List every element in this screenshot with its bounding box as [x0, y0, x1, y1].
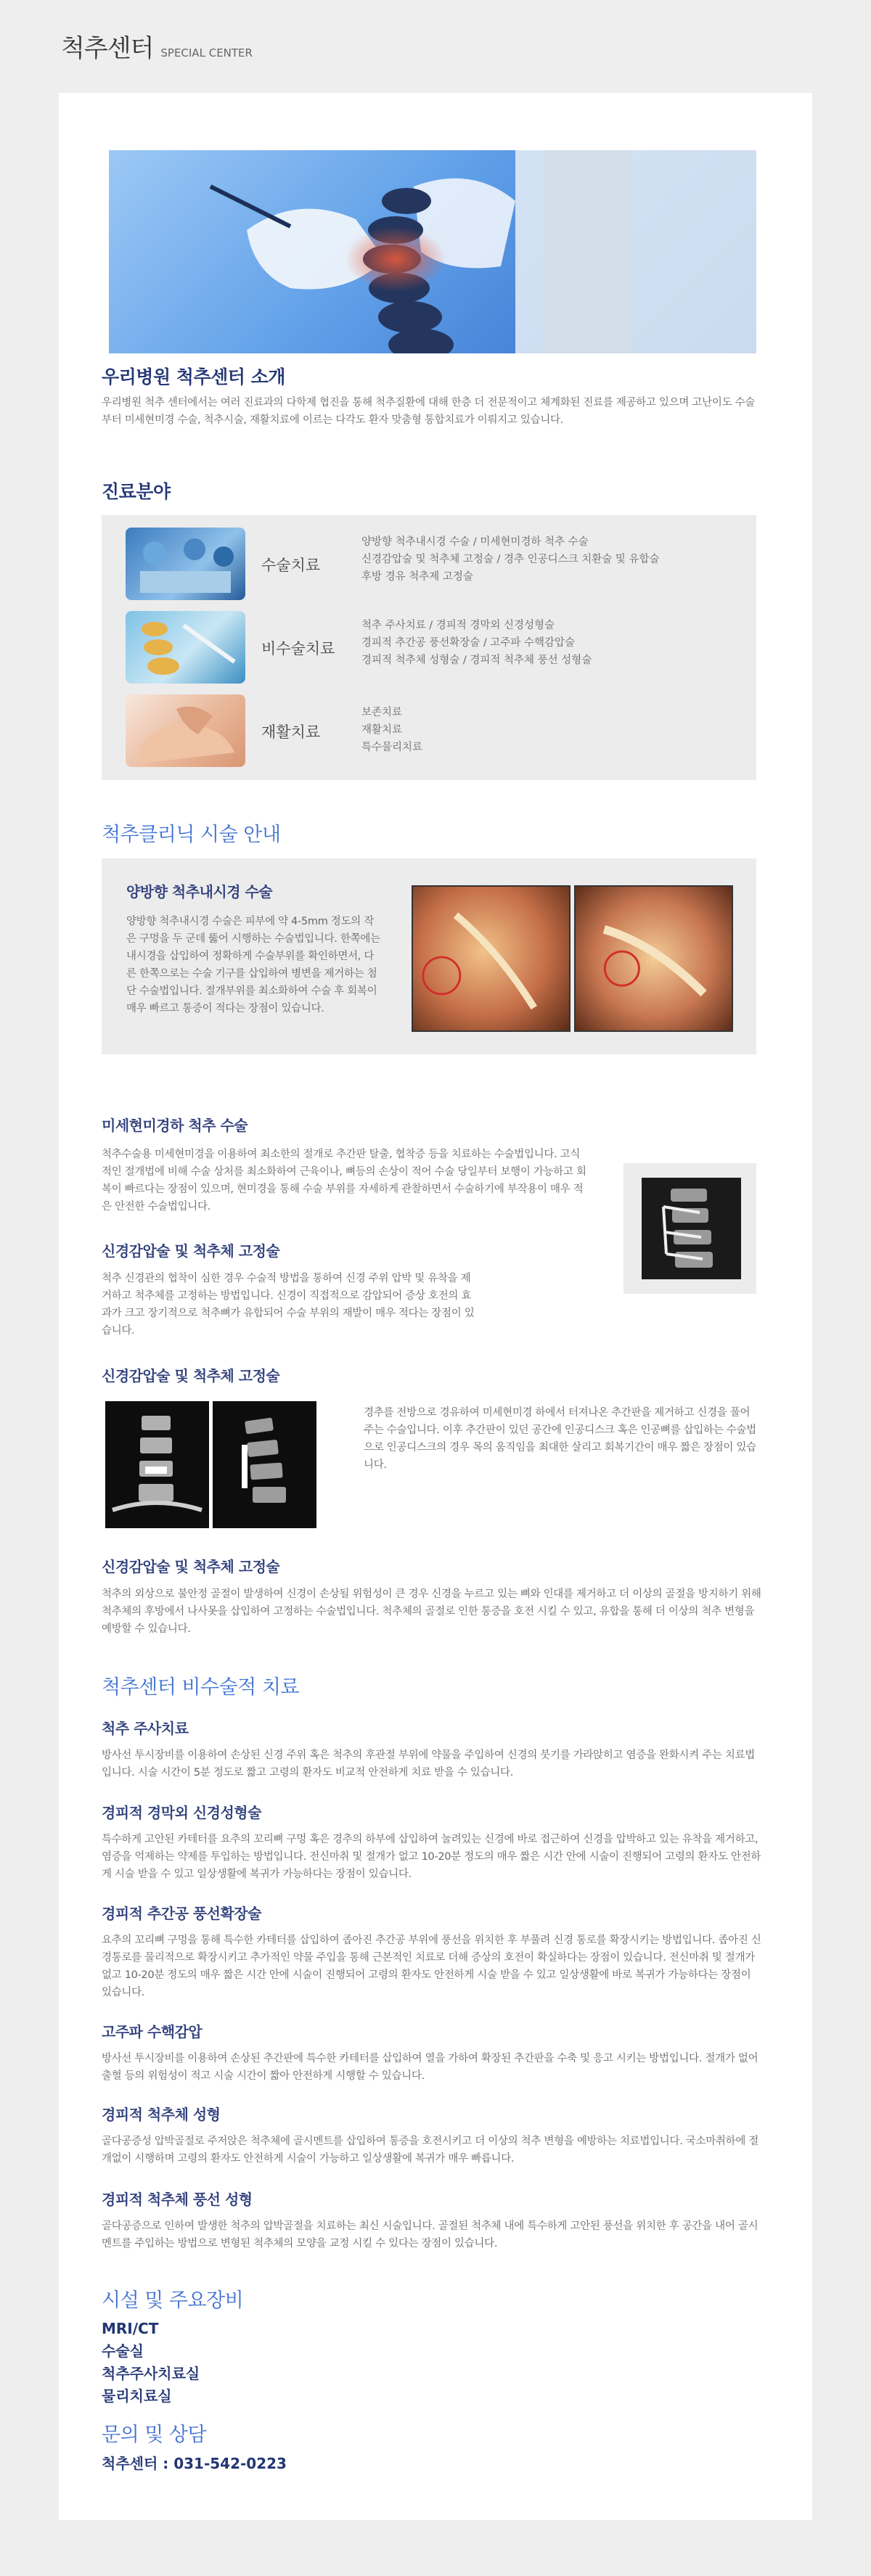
nonsurgical-item-text: 방사선 투시장비를 이용하여 손상된 신경 주위 혹은 척추의 후관절 부위에 약물을 주입하여 신경의 붓기를 가라앉히고 염증을 완화시켜 주는 치료법입니다. 시술 시간이 5분 정도로 짧고 고령의 환자도 비교적 안전하게 치료 받을 수 있습니다.: [102, 1750, 755, 1779]
field-name-rehab: 재활치료: [261, 723, 321, 741]
nonsurgery-thumb: [126, 611, 245, 684]
nonsurgical-item-text: 골다공증성 압박골절로 주저앉은 척추체에 골시멘트를 삽입하여 통증을 호전시키고 더 이상의 척추 변형을 예방하는 치료법입니다. 국소마취하에 절개없이 시행하며 고령의 환자도 안전하게 시술이 가능하고 일상생활에 복귀가 매우 빠릅니다.: [102, 2136, 759, 2165]
endoscope-text: 양방향 척추내시경 수술은 피부에 약 4-5mm 정도의 작은 구멍을 두 군데 뚫어 시행하는 수술법입니다. 한쪽에는 내시경을 삽입하여 정확하게 수술부위를 확인하면서, 다른 한쪽으로는 수술 기구를 삽입하여 병변을 제거하는 첨단 수술법입니다. 절개부위를 최소화하여 수술 후 회복이 매우 빠르고 통증이 적다는 장점이 있습니다.: [126, 916, 380, 1014]
nonsurgical-item-title: 경피적 척추체 풍선 성형: [102, 2191, 253, 2208]
cervical-xray-image-2: [213, 1401, 316, 1528]
facility-item: 수술실: [102, 2342, 144, 2360]
clinic-title: 척추클리닉 시술 안내: [102, 824, 281, 846]
fusion2-title: 신경감압술 및 척추체 고정술: [102, 1367, 280, 1385]
nonsurgical-item-text: 방사선 투시장비를 이용하여 손상된 추간판에 특수한 카테터를 삽입하여 열을 가하여 확장된 추간판을 수축 및 응고 시키는 방법입니다. 절개가 없어 출혈 등의 위험성이 적고 시술 시간이 짧아 안전하게 시행할 수 있습니다.: [102, 2053, 758, 2082]
facility-item: 물리치료실: [102, 2387, 172, 2405]
rehab-thumb: [126, 694, 245, 767]
endoscope-image-2: [574, 885, 733, 1032]
page-header: [61, 36, 253, 61]
nonsurgical-item-title: 고주파 수핵감압: [102, 2023, 203, 2040]
nonsurgical-item-text: 골다공증으로 인하여 발생한 척추의 압박골절을 치료하는 최신 시술입니다. 골절된 척추체 내에 특수하게 고안된 풍선을 위치한 후 공간을 내어 골시멘트를 주입하는 방법으로 변형된 척추체의 모양을 교정 시킬 수 있다는 장점이 있습니다.: [102, 2220, 758, 2249]
nonsurgical-item-text: 요추의 꼬리뼈 구멍을 통해 특수한 카테터를 삽입하여 좁아진 추간공 부위에 풍선을 위치한 후 부풀려 신경 통로를 확장시키는 방법입니다. 좁아진 신경통로를 물리적으로 확장시키고 추가적인 약물 주입을 통해 근본적인 치료로 더해 증상의 호전이 확실하다는 장점이 있습니다. 전신마취 및 절개가 없고 10-20분 정도의 매우 짧은 시간 안에 시술이 진행되어 고령의 환자도 안전하게 시술 받을 수 있고 일상생활에 바로 복귀가 가능하다는 장점이 있습니다.: [102, 1935, 761, 1998]
fusion2-text: 경추를 전방으로 경유하여 미세현미경 하에서 터져나온 추간판을 제거하고 신경을 풀어주는 수술입니다. 이후 추간판이 있던 공간에 인공디스크 혹은 인공뼈를 삽입하는 수술법으로 인공디스크의 경우 목의 움직임을 최대한 살리고 회복기간이 매우 짧은 장점이 있습니다.: [364, 1407, 756, 1471]
cervical-xray-image-1: [105, 1401, 209, 1528]
microscope-title: 미세현미경하 척추 수술: [102, 1117, 248, 1134]
field-desc-surgery: 양방향 척추내시경 수술 / 미세현미경하 척추 수술 신경감압술 및 척추체 고정술 / 경추 인공디스크 치환술 및 유합술 후방 경유 척추제 고정술: [361, 536, 660, 583]
field-desc-nonsurgery: 척추 주사치료 / 경피적 경막외 신경성형술 경피적 추간공 풍선확장술 / 고주파 수핵감압술 경피적 척추체 성형술 / 경피적 척추체 풍선 성형술: [361, 620, 592, 666]
lumbar-xray-image: [642, 1178, 741, 1279]
endoscope-image-1: [412, 885, 571, 1032]
microscope-text: 척추수술용 미세현미경을 이용하여 최소한의 절개로 추간판 탈출, 협착증 등을 치료하는 수술법입니다. 고식적인 절개법에 비해 수술 상처를 최소화하여 근육이나, 뼈등의 손상이 적어 수술 당일부터 보행이 가능하고 회복이 빠르다는 장점이 있으며, 현미경을 통해 수술 부위를 자세하게 관찰하면서 수술하기에 부작용이 매우 적은 안전한 수술법입니다.: [102, 1149, 586, 1213]
fusion1-title: 신경감압술 및 척추체 고정술: [102, 1242, 280, 1260]
fields-box: [102, 515, 756, 780]
intro-text: 우리병원 척추 센터에서는 여러 진료과의 다학제 협진을 통해 척추질환에 대해 한층 더 전문적이고 체계화된 진료를 제공하고 있으며 고난이도 수술부터 미세현미경 수술, 척추시술, 재활치료에 이르는 다각도 환자 맞춤형 통합치료가 이뤄지고 있습니다.: [102, 397, 755, 426]
fields-title: 진료분야: [102, 481, 171, 502]
content-card: [59, 93, 812, 2520]
nonsurgical-item-title: 경피적 경막외 신경성형술: [102, 1804, 261, 1821]
facility-item: MRI/CT: [102, 2320, 159, 2337]
hero-spine-image: [109, 150, 756, 353]
field-name-nonsurgery: 비수술치료: [261, 640, 335, 657]
contact-title: 문의 및 상담: [102, 2424, 207, 2446]
facilities-title: 시설 및 주요장비: [102, 2289, 244, 2312]
xray-box: [623, 1163, 756, 1294]
endoscope-title: 양방향 척추내시경 수술: [126, 883, 273, 901]
fusion3-title: 신경감압술 및 척추체 고정술: [102, 1558, 280, 1575]
fusion3-text: 척추의 외상으로 불안정 골절이 발생하여 신경이 손상될 위험성이 큰 경우 신경을 누르고 있는 뼈와 인대를 제거하고 더 이상의 골절을 방지하기 위해 척추체의 후방에서 나사못을 삽입하여 고정하는 수술법입니다. 척추체의 골절로 인한 통증을 호전 시킬 수 있고, 유합을 통해 더 이상의 척추 변형을 예방할 수 있습니다.: [102, 1588, 761, 1635]
nonsurgical-item-text: 특수하게 고안된 카테터를 요추의 꼬리뼈 구멍 혹은 경추의 하부에 삽입하여 눌려있는 신경에 바로 접근하여 신경을 압박하고 있는 유착을 제거하고, 염증을 억제하는 약제를 투입하는 방법입니다. 전신마취 및 절개가 없고 10-20분 정도의 매우 짧은 시간 안에 시술이 진행되어 고령의 환자도 안전하게 시술 받을 수 있고 일상생활에 복귀가 가능하다는 장점이 있습니다.: [102, 1834, 761, 1880]
contact-phone: 척추센터 : 031-542-0223: [102, 2455, 287, 2472]
facilities-list: [102, 2318, 200, 2408]
page-subtitle: SPECIAL CENTER: [160, 46, 253, 60]
field-name-surgery: 수술치료: [261, 557, 321, 574]
fusion1-text: 척추 신경관의 협착이 심한 경우 수술적 방법을 통하여 신경 주위 압박 및 유착을 제거하고 척추체를 고정하는 방법입니다. 신경이 직접적으로 감압되어 증상 호전의 효과가 크고 장기적으로 척추뼈가 유합되어 수술 부위의 재발이 매우 적다는 장점이 있습니다.: [102, 1273, 475, 1337]
nonsurgical-item-title: 척추 주사치료: [102, 1720, 189, 1737]
page-title: 척추센터: [61, 34, 154, 63]
nonsurgical-item-title: 경피적 척추체 성형: [102, 2106, 221, 2123]
endoscope-box: [102, 858, 756, 1054]
nonsurgical-item-title: 경피적 추간공 풍선확장술: [102, 1905, 261, 1922]
surgery-thumb: [126, 528, 245, 600]
field-desc-rehab: 보존치료 재활치료 특수물리치료: [361, 707, 423, 753]
facility-item: 척추주사치료실: [102, 2365, 200, 2382]
nonsurgical-title: 척추센터 비수술적 치료: [102, 1676, 299, 1699]
intro-title: 우리병원 척추센터 소개: [102, 366, 285, 387]
